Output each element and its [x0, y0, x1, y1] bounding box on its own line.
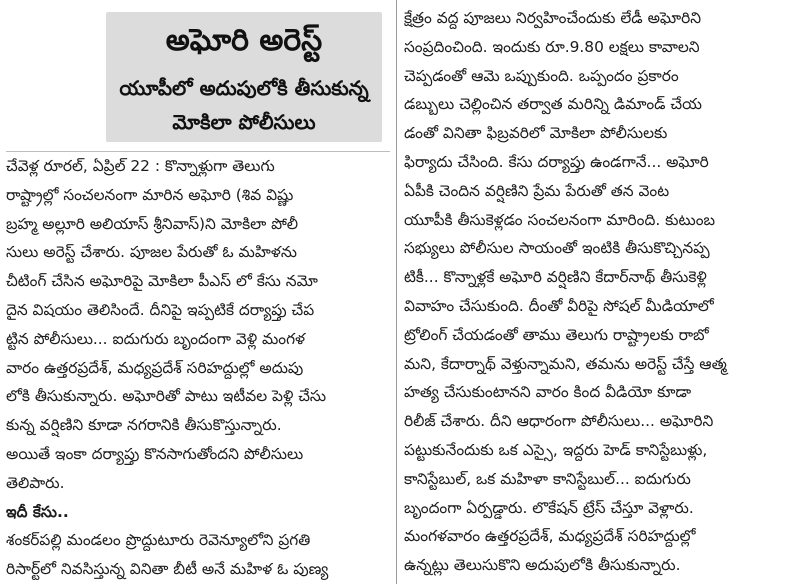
body-line: మంగళవారం ఉత్తరప్రదేశ్, మధ్యప్రదేశ్ సరిహద్దుల్లో — [404, 527, 696, 546]
body-line: వారం ఉత్తరప్రదేశ్, మధ్యప్రదేశ్ సరిహద్దుల్లో అదుపు — [6, 358, 304, 377]
body-line: యూపీకి తీసుకెళ్లడం సంచలనంగా మారింది. కుటుంబ — [404, 210, 716, 229]
body-line: దైన విషయం తెలిసిందే. దీనిపై ఇప్పటికే దర్యాప్తు చేప — [6, 300, 315, 319]
body-line: డబ్బులు చెల్లించిన తర్వాత మరిన్ని డిమాండ్ చేయ — [404, 95, 702, 114]
body-line: చేవెళ్ల రూరల్, ఏప్రిల్ 22 : కొన్నాళ్లుగా తెలుగు — [6, 157, 275, 175]
subheadline-line-1: యూపీలో అదుపులోకి తీసుకున్న — [119, 76, 369, 100]
body-line: హత్య చేసుకుంటానని వారం కింద వీడియో కూడా — [404, 383, 692, 402]
body-line: ఏపీకి చెందిన వర్షిణిని ప్రేమ పేరుతో తన వెంట — [404, 181, 670, 200]
body-line: రిలీజ్ చేశారు. దీని ఆధారంగా పోలీసులు... అఘోరిని — [404, 412, 714, 431]
body-line: రాష్ట్రాల్లో సంచలనంగా మారిన అఘోరి (శివ విష్ణు — [6, 185, 294, 204]
body-line: అయితే ఇంకా దర్యాప్తు కొనసాగుతోందని పోలీసులు — [6, 444, 304, 463]
right-body-text — [404, 4, 794, 580]
body-line: ట్రోలింగ్ చేయడంతో తాము తెలుగు రాష్ట్రాలకు రాబో — [404, 325, 709, 344]
body-line: సభ్యులు పోలీసుల సాయంతో ఇంటికి తీసుకొచ్చినప్ప — [404, 239, 710, 258]
subheadline-line-2: మోకిలా పోలీసులు — [172, 110, 316, 134]
left-body-text — [6, 152, 390, 584]
body-line: వివాహం చేసుకుంది. దీంతో వీరిపై సోషల్ మీడియాలో — [404, 296, 714, 315]
left-column — [6, 0, 390, 584]
column-divider — [396, 0, 397, 584]
body-line: డంతో వినితా ఫిబ్రవరిలో మోకిలా పోలీసులకు — [404, 124, 668, 143]
right-column — [404, 0, 794, 584]
headline-box — [106, 12, 382, 142]
body-line: కున్న వర్షిణిని కూడా నగరానికి తీసుకొస్తున్నారు. — [6, 416, 282, 435]
body-line: టికీ... కొన్నాళ్లకే అఘోరి వర్షిణిని కేదార్‌నాథ్ తీసుకెళ్లి — [404, 268, 707, 287]
body-line: తెలిపారు. — [6, 473, 65, 492]
body-line: క్షేత్రం వద్ద పూజలు నిర్వహించేందుకు లేడీ అఘోరిని — [404, 9, 702, 27]
body-line: లోకి తీసుకున్నారు. అఘోరితో పాటు ఇటీవల పెళ్లి చేసు — [6, 387, 327, 406]
body-line: సంప్రదించింది. ఇందుకు రూ.9.80 లక్షలు కావాలని — [404, 37, 700, 56]
body-line: కానిస్టేబుల్, ఒక మహిళా కానిస్టేబుల్... ఐదుగురు — [404, 469, 691, 488]
headline: అఘోరి అరెస్ట్ — [165, 23, 323, 58]
body-line: ఉన్నట్లు తెలుసుకొని అదుపులోకి తీసుకున్నారు. — [404, 556, 681, 575]
body-line: సులు అరెస్ట్ చేశారు. పూజల పేరుతో ఓ మహిళను — [6, 243, 297, 262]
body-line: బృందంగా ఏర్పడ్డారు. లొకేషన్ ట్రేస్ చేస్తూ వెళ్లారు. — [404, 498, 694, 517]
body-line: మని, కేదార్నాథ్ వెళ్తున్నామని, తమను అరెస్ట్ చేస్తే ఆత్మ — [404, 354, 727, 373]
body-line: చీటింగ్ చేసిన అఘోరిపై మోకిలా పీఎస్ లో కేసు నమో — [6, 272, 318, 291]
body-line: పట్టుకునేందుకు ఒక ఎస్సై, ఇద్దరు హెడ్ కానిస్టేబుళ్లు, — [404, 440, 708, 459]
body-line: ట్టిన పోలీసులు... ఐదుగురు బృందంగా వెళ్లి మంగళ — [6, 329, 305, 348]
body-line: బ్రహ్మ అల్లూరి అలియాస్ శ్రీనివాస్)ని మోకిలా పోలీ — [6, 214, 299, 233]
body-line: చెప్పడంతో ఆమె ఒప్పుకుంది. ఒప్పందం ప్రకారం — [404, 66, 679, 85]
body-line: రిసార్ట్‌లో నివసిస్తున్న వినితా బీటీ అనే మహిళ ఓ పుణ్య — [6, 560, 329, 579]
body-line: ఫిర్యాదు చేసింది. కేసు దర్యాప్తు ఉండగానే... అఘోరి — [404, 152, 709, 171]
body-line: శంకర్‌పల్లి మండలం ప్రొద్దుటూరు రెవెన్యూలోని ప్రగతి — [6, 531, 311, 550]
section-subheading: ఇదీ కేసు.. — [6, 502, 69, 521]
